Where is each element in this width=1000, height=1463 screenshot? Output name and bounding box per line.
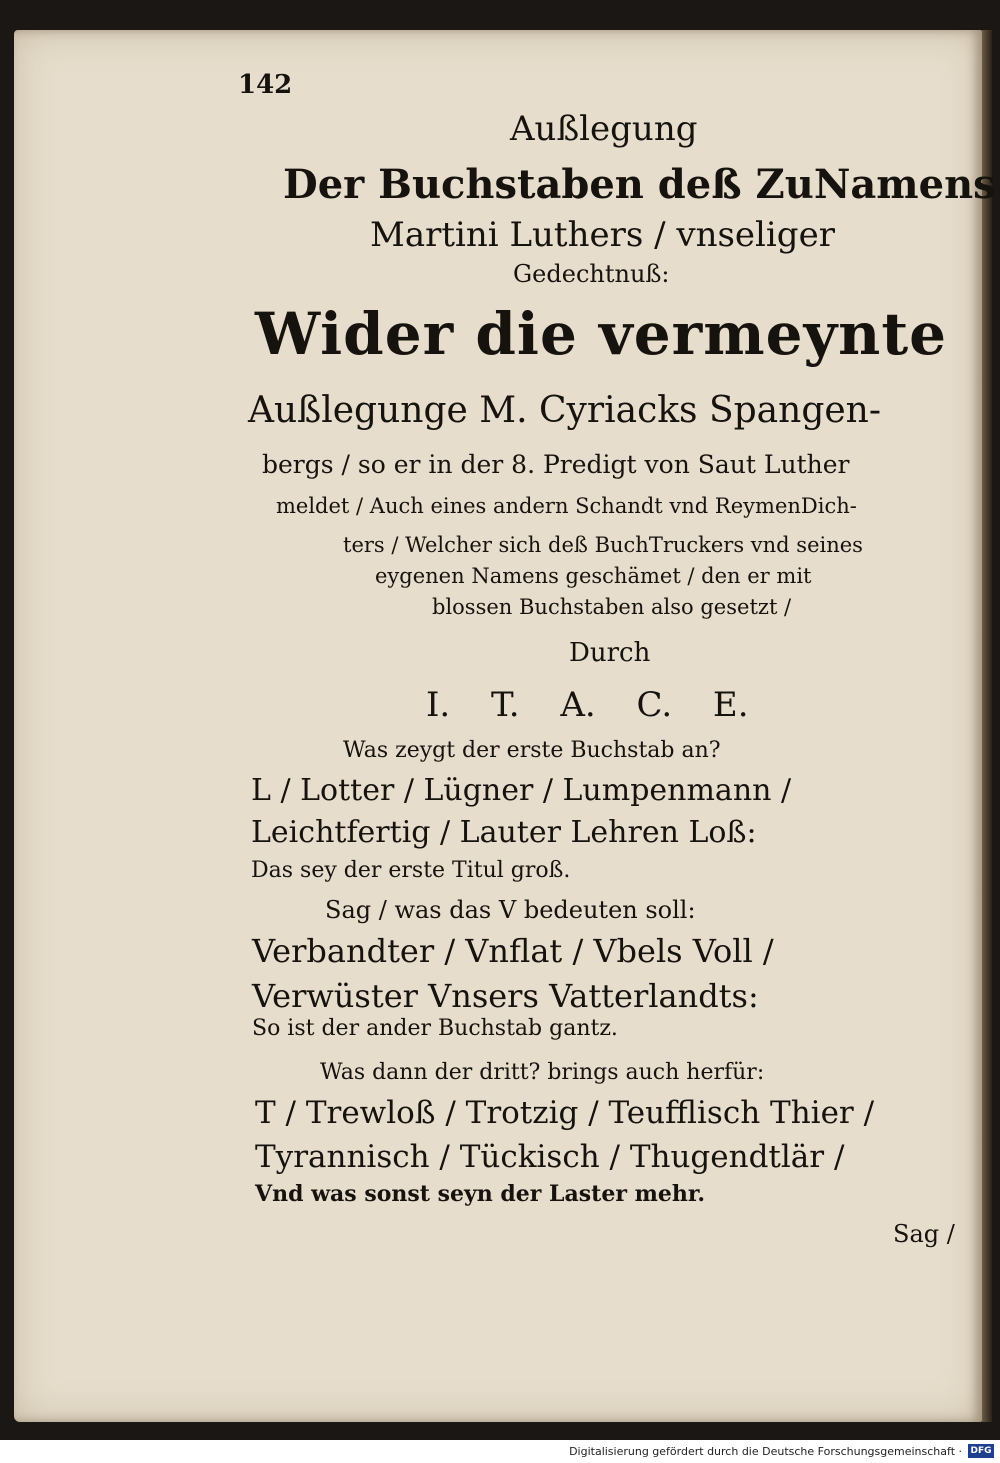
footer-bar <box>0 1440 1000 1463</box>
verse-line-2: L / Lotter / Lügner / Lumpenmann / <box>251 773 792 808</box>
funding-notice: Digitalisierung gefördert durch die Deutsche Forschungsgemeinschaft · <box>569 1445 962 1458</box>
page-edge <box>982 30 992 1422</box>
title-line-1: Außlegung <box>510 109 698 149</box>
intro-line-5: eygenen Namens geschämet / den er mit <box>375 564 812 588</box>
verse-line-7: Verwüster Vnsers Vatterlandts: <box>252 977 759 1015</box>
verse-line-4: Das sey der erste Titul groß. <box>251 858 571 883</box>
title-line-3: Martini Luthers / vnseliger <box>370 215 835 255</box>
main-heading: Wider die vermeynte <box>255 300 948 368</box>
verse-line-12: Vnd was sonst seyn der Laster mehr. <box>255 1181 706 1207</box>
title-line-4: Gedechtnuß: <box>513 260 670 288</box>
intro-line-4: ters / Welcher sich deß BuchTruckers vnd seines <box>343 533 863 557</box>
intro-line-3: meldet / Auch eines andern Schandt vnd ReymenDich- <box>276 494 857 518</box>
verse-line-10: T / Trewloß / Trotzig / Teufflisch Thier / <box>255 1095 875 1131</box>
author-initials: I. T. A. C. E. <box>426 685 749 725</box>
verse-line-1: Was zeygt der erste Buchstab an? <box>343 738 721 763</box>
catchword: Sag / <box>893 1220 955 1248</box>
verse-line-3: Leichtfertig / Lauter Lehren Loß: <box>251 815 757 850</box>
intro-line-6: blossen Buchstaben also gesetzt / <box>432 595 792 619</box>
title-line-2: Der Buchstaben deß ZuNamens <box>283 161 996 208</box>
verse-line-5: Sag / was das V bedeuten soll: <box>325 896 696 924</box>
verse-line-9: Was dann der dritt? brings auch herfür: <box>320 1060 765 1085</box>
intro-line-1: Außlegunge M. Cyriacks Spangen- <box>248 390 882 431</box>
durch-label: Durch <box>569 638 651 668</box>
verse-line-8: So ist der ander Buchstab gantz. <box>252 1016 618 1041</box>
verse-line-11: Tyrannisch / Tückisch / Thugendtlär / <box>255 1139 845 1175</box>
intro-line-2: bergs / so er in der 8. Predigt von Saut Luther <box>262 450 850 479</box>
verse-line-6: Verbandter / Vnflat / Vbels Voll / <box>252 932 774 970</box>
dfg-logo: DFG <box>968 1444 994 1458</box>
page-number: 142 <box>238 70 293 100</box>
